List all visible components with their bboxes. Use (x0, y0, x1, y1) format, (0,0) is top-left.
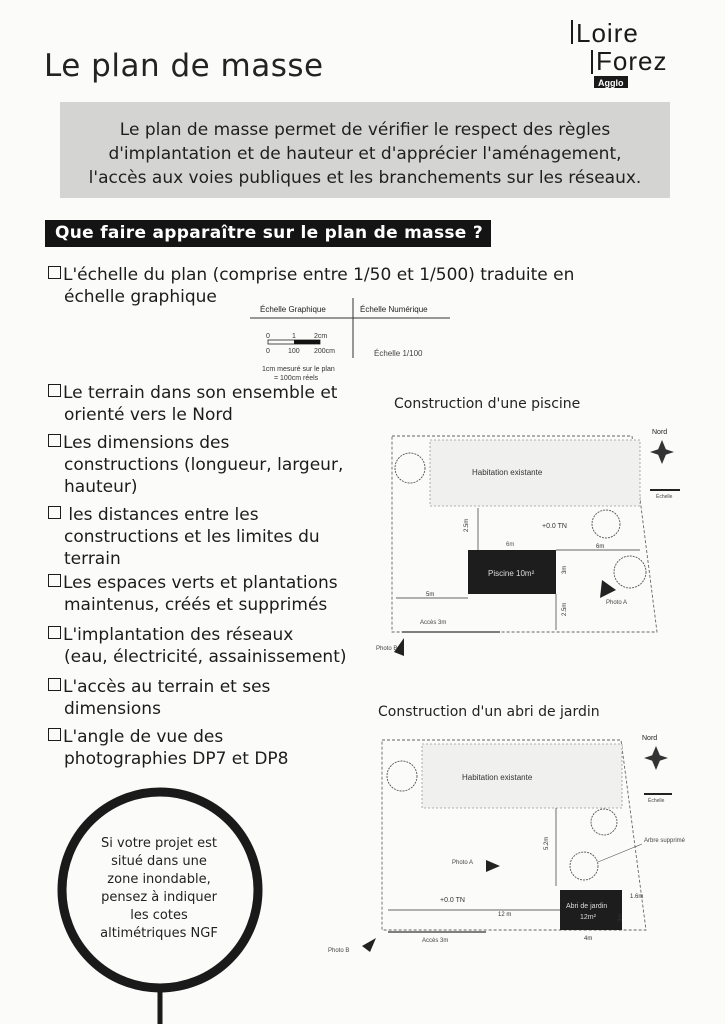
checklist-item-green-spaces: Les espaces verts et plantations maintenus, créés et supprimés (48, 572, 338, 616)
svg-text:Piscine 10m²: Piscine 10m² (488, 569, 535, 578)
svg-text:= 100cm réels: = 100cm réels (274, 375, 319, 382)
section-heading: Que faire apparaître sur le plan de masse ? (45, 220, 491, 247)
svg-text:5m: 5m (426, 592, 435, 598)
diagram-shed (326, 726, 706, 962)
svg-text:1cm mesuré sur le plan: 1cm mesuré sur le plan (262, 366, 335, 373)
diagram-pool-title: Construction d'une piscine (394, 396, 581, 412)
svg-text:Accès 3m: Accès 3m (420, 620, 447, 626)
svg-text:3m: 3m (562, 565, 568, 574)
checklist-item-access: L'accès au terrain et ses dimensions (48, 676, 270, 720)
svg-text:0: 0 (266, 348, 270, 355)
svg-text:Abri de jardin: Abri de jardin (566, 903, 608, 910)
photo-a-arrow-icon (486, 860, 500, 872)
tree-icon (592, 510, 620, 538)
photo-a-arrow-icon (600, 580, 616, 598)
svg-text:Échelle: Échelle (656, 494, 673, 500)
checklist-item-distances: les distances entre les constructions et les limites du terrain (48, 504, 320, 570)
scale-numeric-value: Échelle 1/100 (374, 349, 423, 358)
north-compass-icon (644, 746, 668, 770)
scale-table (250, 298, 460, 388)
checklist-item-terrain: Le terrain dans son ensemble et orienté vers le Nord (48, 382, 337, 426)
checkbox-icon (48, 678, 61, 691)
svg-text:2.5m: 2.5m (562, 602, 568, 616)
svg-text:Photo B: Photo B (376, 646, 398, 652)
flood-note-text: Si votre projet est situé dans une zone inondable, pensez à indiquer les cotes altimétriques NGF (100, 836, 218, 941)
svg-text:Accès 3m: Accès 3m (422, 938, 449, 944)
checkbox-icon (48, 728, 61, 741)
svg-text:0: 0 (266, 333, 270, 340)
svg-text:Échelle: Échelle (648, 798, 665, 804)
intro-text: Le plan de masse permet de vérifier le respect des règles d'implantation et de hauteur et d'apprécier l'aménagement, l'accès aux voies publiques et les branchements sur les réseaux. (88, 120, 642, 188)
tree-icon (614, 556, 646, 588)
photo-b-arrow-icon (362, 938, 376, 952)
checklist-item-networks: L'implantation des réseaux (eau, électricité, assainissement) (48, 624, 347, 668)
svg-text:Nord: Nord (642, 735, 658, 742)
shed-block (560, 890, 622, 930)
svg-text:6m: 6m (506, 542, 515, 548)
tree-icon (570, 852, 598, 880)
logo-line-2: Forez (596, 46, 668, 76)
svg-text:Habitation existante: Habitation existante (462, 773, 533, 782)
north-compass-icon (650, 440, 674, 464)
svg-text:Photo A: Photo A (452, 860, 474, 866)
checklist-item-scale: L'échelle du plan (comprise entre 1/50 et 1/500) traduite en échelle graphique (48, 264, 648, 308)
svg-text:Photo A: Photo A (606, 600, 628, 606)
svg-text:100: 100 (288, 348, 300, 355)
svg-text:200cm: 200cm (314, 348, 336, 355)
scale-header-graphic: Échelle Graphique (260, 305, 326, 314)
svg-text:3m: 3m (618, 913, 624, 922)
svg-text:12m²: 12m² (580, 914, 596, 921)
tree-icon (591, 809, 617, 835)
svg-text:+0.0 TN: +0.0 TN (542, 523, 567, 530)
svg-text:Habitation existante: Habitation existante (472, 468, 543, 477)
svg-text:+0.0 TN: +0.0 TN (440, 897, 465, 904)
tree-icon (395, 453, 425, 483)
scale-header-numeric: Échelle Numérique (360, 305, 428, 314)
svg-text:1: 1 (292, 333, 296, 340)
svg-text:2cm: 2cm (314, 333, 328, 340)
svg-text:Arbre supprimé: Arbre supprimé (644, 838, 686, 844)
logo-tag: Agglo (598, 78, 624, 88)
checkbox-icon (48, 384, 61, 397)
checklist-item-photos: L'angle de vue des photographies DP7 et DP8 (48, 726, 289, 770)
diagram-shed-title: Construction d'un abri de jardin (378, 704, 600, 720)
checklist-item-dimensions: Les dimensions des constructions (longueur, largeur, hauteur) (48, 432, 343, 498)
logo-line-1: Loire (576, 18, 639, 48)
loire-forez-logo (562, 12, 697, 92)
checkbox-icon (48, 434, 61, 447)
checkbox-icon (48, 574, 61, 587)
svg-text:6m: 6m (596, 544, 605, 550)
svg-text:5.2m: 5.2m (544, 836, 550, 850)
svg-text:Nord: Nord (652, 429, 668, 436)
svg-text:1.6m: 1.6m (630, 894, 644, 900)
tree-icon (387, 761, 417, 791)
svg-text:4m: 4m (584, 936, 593, 942)
page-title: Le plan de masse (44, 48, 324, 84)
checkbox-icon (48, 506, 61, 519)
diagram-pool (376, 420, 702, 660)
svg-text:Photo B: Photo B (328, 948, 350, 954)
checkbox-icon (48, 266, 61, 279)
checkbox-icon (48, 626, 61, 639)
svg-text:12 m: 12 m (498, 912, 512, 918)
svg-text:2.5m: 2.5m (464, 518, 470, 532)
